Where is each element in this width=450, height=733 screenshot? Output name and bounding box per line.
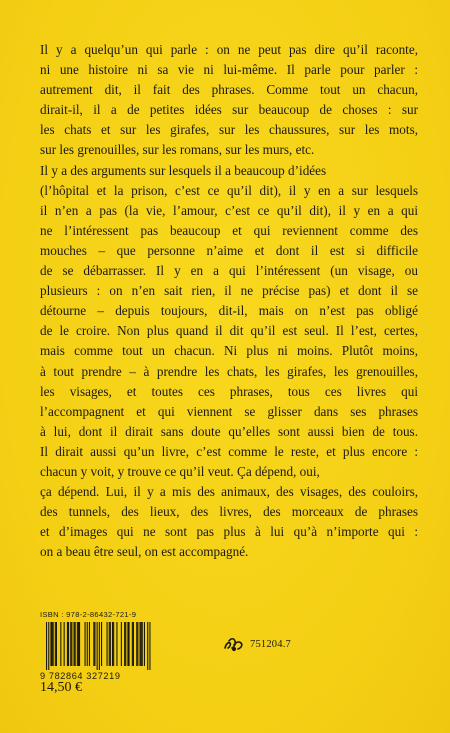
- barcode-bar: [116, 622, 117, 666]
- blurb-line: ne l’intéressent pas beaucoup et qui reviennent comme des: [40, 222, 418, 238]
- blurb-line: chacun y voit, y trouve ce qu’il veut. Ça dépend, oui,: [40, 463, 320, 479]
- barcode-bar: [71, 622, 72, 666]
- barcode-bar: [133, 622, 134, 666]
- barcode-area: [40, 610, 190, 681]
- blurb-line: de le croire. Non plus quand il dit qu’il est seul. Il l’est, certes,: [40, 323, 418, 339]
- barcode-bar: [64, 622, 65, 666]
- barcode-bar: [110, 622, 111, 666]
- barcode-bar: [77, 622, 78, 666]
- publisher-code: 751204.7: [250, 638, 291, 650]
- barcode-bar: [48, 622, 49, 670]
- blurb-line: de se débarrasser. Il y en a qui l’intéressent (un visage, ou: [40, 263, 418, 279]
- barcode-bar: [141, 622, 142, 666]
- price: 14,50 €: [40, 680, 82, 695]
- barcode-bar: [56, 622, 57, 666]
- barcode-bar: [87, 622, 88, 666]
- barcode-bar: [149, 622, 150, 670]
- blurb-line: à tout prendre – à prendre les chats, les girafes, les grenouilles,: [40, 363, 418, 379]
- barcode-bar: [136, 622, 137, 666]
- barcode: [40, 622, 152, 670]
- publisher-mark: [223, 636, 291, 652]
- blurb-line: (l’hôpital et la prison, c’est ce qu’il dit), il y en a sur lesquels: [40, 182, 418, 198]
- barcode-bar: [74, 622, 75, 666]
- barcode-bar: [68, 622, 69, 666]
- barcode-bar: [113, 622, 114, 666]
- blurb-line: les chats et sur les girafes, sur les chaussures, sur les mots,: [40, 122, 418, 138]
- barcode-bar: [129, 622, 130, 666]
- blurb-line: il n’en a pas (la vie, l’amour, c’est ce qu’il dit), il y en a qui: [40, 202, 418, 218]
- barcode-bar: [125, 622, 126, 666]
- barcode-bar: [70, 622, 71, 666]
- barcode-bar: [53, 622, 54, 666]
- isbn-label: ISBN : 978-2-86432-721-9: [40, 610, 137, 619]
- blurb-line: et d’images qui ne sont pas plus à lui qu’à n’importe qui :: [40, 524, 418, 540]
- blurb-line: ni une histoire ni sa vie ni lui-même. Il parle pour parler :: [40, 62, 418, 78]
- blurb-line: plusieurs : on n’en sait rien, il ne précise pas) et dont il se: [40, 283, 418, 299]
- barcode-bar: [93, 622, 94, 666]
- barcode-bar: [46, 622, 47, 670]
- barcode-bar: [78, 622, 79, 666]
- barcode-bar: [89, 622, 90, 666]
- barcode-bar: [121, 622, 122, 666]
- barcode-digits: 9 782864 327219: [40, 671, 121, 681]
- barcode-bar: [50, 622, 51, 666]
- blurb-text: [40, 40, 418, 562]
- barcode-bar: [107, 622, 108, 666]
- blurb-line: l’accompagnent et qui viennent se glisser dans ses phrases: [40, 403, 418, 419]
- blurb-line: les visages, et toutes ces phrases, tous ces livres qui: [40, 383, 418, 399]
- barcode-bar: [147, 622, 148, 670]
- barcode-bar: [142, 622, 143, 666]
- barcode-bar: [94, 622, 95, 666]
- blurb-line: sur les grenouilles, sur les romans, sur les murs, etc.: [40, 142, 315, 158]
- blurb-line: on a beau être seul, on est accompagné.: [40, 544, 249, 560]
- barcode-bar: [140, 622, 141, 666]
- barcode-bar: [109, 622, 110, 666]
- barcode-bar: [85, 622, 86, 666]
- barcode-bar: [144, 622, 145, 666]
- blurb-line: Il y a quelqu’un qui parle : on ne peut pas dire qu’il raconte,: [40, 42, 418, 57]
- barcode-bar: [112, 622, 113, 666]
- blurb-line: à lui, dont il dirait sans doute qu’elles sont aussi bien de tous.: [40, 423, 418, 439]
- barcode-bar: [127, 622, 128, 666]
- barcode-bar: [79, 622, 80, 666]
- blurb-line: des tunnels, des lieux, des livres, des morceaux de phrases: [40, 504, 418, 520]
- barcode-bar: [60, 622, 61, 666]
- blurb-line: mais comme tout un chacun. Ni plus ni moins. Plutôt moins,: [40, 343, 418, 359]
- blurb-line: ça dépend. Lui, il y a mis des animaux, des visages, des couloirs,: [40, 484, 418, 500]
- barcode-bar: [132, 622, 133, 666]
- barcode-bar: [67, 622, 68, 666]
- blurb-line: Il dirait aussi qu’un livre, c’est comme le reste, et plus encore :: [40, 443, 418, 459]
- barcode-bar: [97, 622, 98, 670]
- blurb-line: détourne – depuis toujours, dit-il, mais on n’est pas obligé: [40, 303, 418, 319]
- barcode-bar: [101, 622, 102, 666]
- barcode-bar: [55, 622, 56, 666]
- blurb-line: mouches – que personne n’aime et dont il est si difficile: [40, 242, 418, 258]
- blurb-line: autrement dit, il fait des phrases. Comme tout un chacun,: [40, 82, 418, 98]
- barcode-bar: [75, 622, 76, 666]
- barcode-bar: [137, 622, 138, 666]
- blurb-line: Il y a des arguments sur lesquels il a beaucoup d’idées: [40, 162, 327, 178]
- barcode-bar: [99, 622, 100, 670]
- blurb-line: dirait-il, il a de petites idées sur beaucoup de choses : sur: [40, 102, 418, 118]
- barcode-bar: [124, 622, 125, 666]
- publisher-logo-icon: [223, 636, 245, 652]
- barcode-bar: [52, 622, 53, 666]
